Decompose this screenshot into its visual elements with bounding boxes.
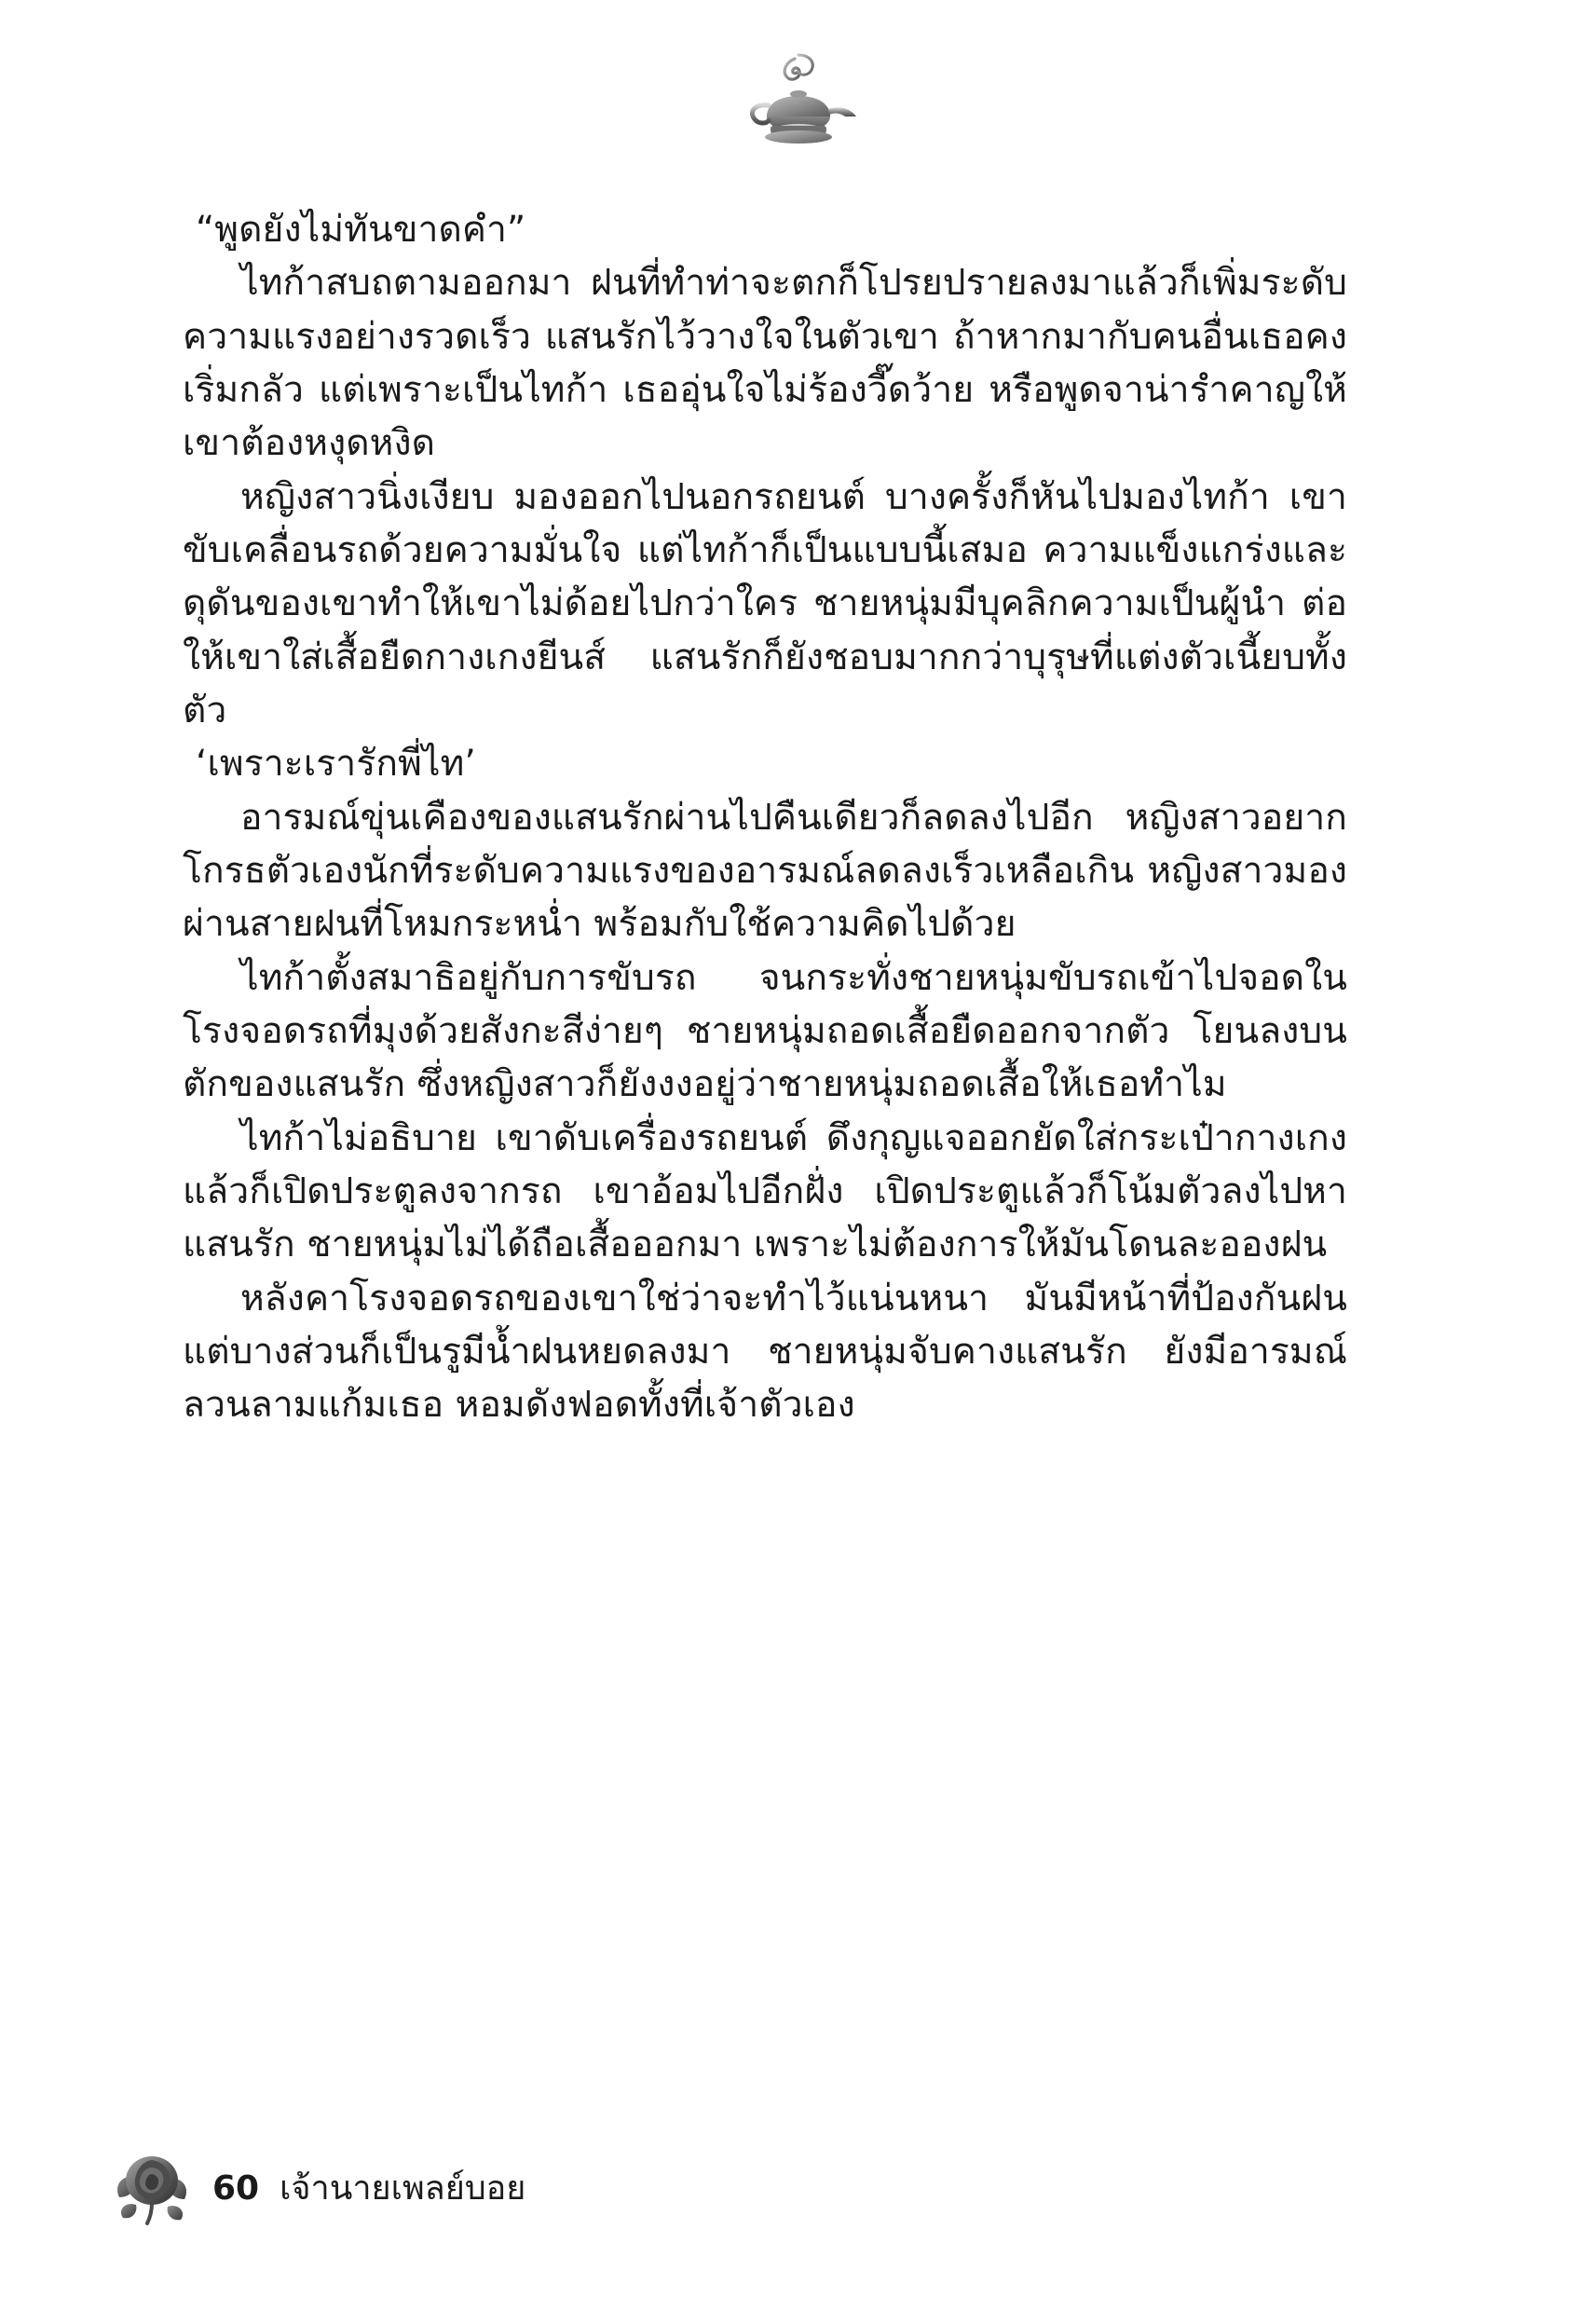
paragraph: หลังคาโรงจอดรถของเขาใช่ว่าจะทำไว้แน่นหนา มันมีหน้าที่ป้องกันฝน แต่บางส่วนก็เป็นรูมีน้ำฝนหยดลงมา ชายหนุ่มจับคางแสนรัก ยังมีอารมณ์ลวนลามแก้มเธอ หอมดังฟอดทั้งที่เจ้าตัวเอง xyxy=(183,1277,1347,1427)
paragraph: หญิงสาวนิ่งเงียบ มองออกไปนอกรถยนต์ บางครั้งก็หันไปมองไทก้า เขาขับเคลื่อนรถด้วยความมั่นใจ แต่ไทก้าก็เป็นแบบนี้เสมอ ความแข็งแกร่งและดุดันของเขาทำให้เขาไม่ด้อยไปกว่าใคร ชายหนุ่มมีบุคลิกความเป็นผู้นำ ต่อให้เขาใส่เสื้อยืดกางเกงยีนส์ แสนรักก็ยังชอบมากกว่าบุรุษที่แต่งตัวเนี้ยบทั้งตัว xyxy=(183,475,1347,732)
footer-text xyxy=(212,2161,525,2225)
paragraph: อารมณ์ขุ่นเคืองของแสนรักผ่านไปคืนเดียวก็ลดลงไปอีก หญิงสาวอยากโกรธตัวเองนักที่ระดับความแรงของอารมณ์ลดลงเร็วเหลือเกิน หญิงสาวมองผ่านสายฝนที่โหมกระหน่ำ พร้อมกับใช้ความคิดไปด้วย xyxy=(183,796,1347,946)
paragraph: “พูดยังไม่ทันขาดคำ” xyxy=(196,209,526,251)
book-title: เจ้านายเพลย์บอย xyxy=(280,2169,526,2208)
paragraph: ไทก้าตั้งสมาธิอยู่กับการขับรถ จนกระทั่งชายหนุ่มขับรถเข้าไปจอดในโรงจอดรถที่มุงด้วยสังกะสีง่ายๆ ชายหนุ่มถอดเสื้อยืดออกจากตัว โยนลงบนตักของแสนรัก ซึ่งหญิงสาวก็ยังงงอยู่ว่าชายหนุ่มถอดเสื้อให้เธอทำไม xyxy=(183,956,1347,1106)
page-body xyxy=(183,203,1347,1432)
paragraph: ไทก้าไม่อธิบาย เขาดับเครื่องรถยนต์ ดึงกุญแจออกยัดใส่กระเป๋ากางเกงแล้วก็เปิดประตูลงจากรถ เขาอ้อมไปอีกฝั่ง เปิดประตูแล้วก็โน้มตัวลงไปหาแสนรัก ชายหนุ่มไม่ได้ถือเสื้อออกมา เพราะไม่ต้องการให้มันโดนละอองฝน xyxy=(183,1116,1347,1266)
paragraph: ‘เพราะเรารักพี่ไท’ xyxy=(196,743,476,786)
rose-icon xyxy=(112,2140,192,2225)
oil-lamp-icon xyxy=(733,51,864,148)
page-number: 60 xyxy=(212,2169,260,2208)
header-ornament xyxy=(0,48,1596,151)
paragraph: ไทก้าสบถตามออกมา ฝนที่ทำท่าจะตกก็โปรยปรายลงมาแล้วก็เพิ่มระดับความแรงอย่างรวดเร็ว แสนรักไว้วางใจในตัวเขา ถ้าหากมากับคนอื่นเธอคงเริ่มกลัว แต่เพราะเป็นไทก้า เธออุ่นใจไม่ร้องวี๊ดว้าย หรือพูดจาน่ารำคาญให้เขาต้องหงุดหงิด xyxy=(183,262,1347,465)
page-footer xyxy=(112,2140,525,2225)
